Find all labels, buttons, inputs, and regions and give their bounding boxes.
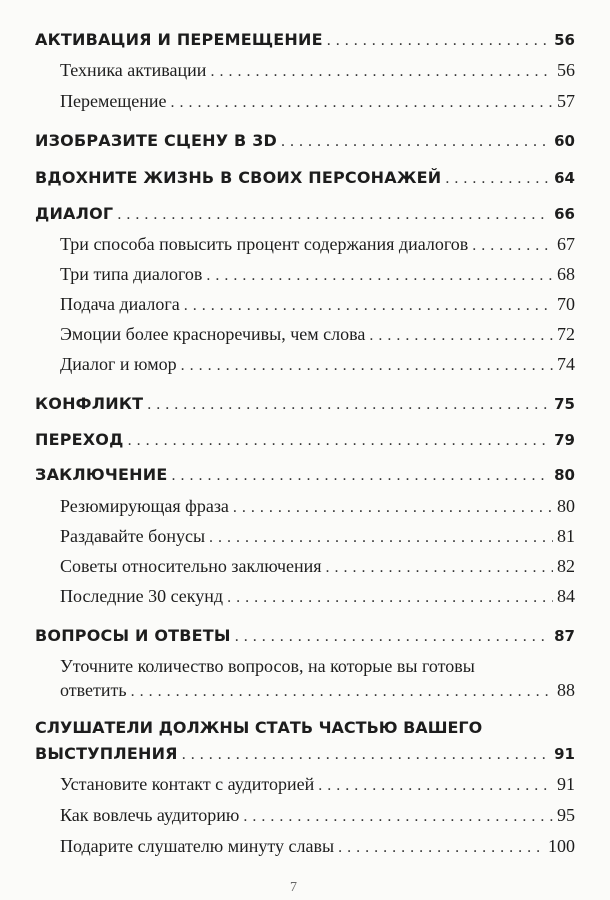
toc-page-number: 72: [557, 324, 575, 344]
dot-leader: [171, 467, 550, 485]
dot-leader: [227, 589, 553, 607]
toc-page-number: 80: [557, 496, 575, 516]
toc-section-row: [0, 91, 610, 121]
dot-leader: [472, 237, 553, 255]
toc-chapter-row: [0, 626, 610, 656]
toc-section-title: Диалог и юмор: [60, 354, 177, 374]
toc-page-number: 60: [554, 132, 575, 150]
toc-section-row: [0, 354, 610, 384]
dot-leader: [170, 94, 553, 112]
toc-section-title: Эмоции более красноречивы, чем слова: [60, 324, 366, 344]
dot-leader: [210, 63, 553, 81]
page-folio: 7: [290, 880, 297, 895]
toc-section-row: [0, 496, 610, 526]
toc-chapter-row: [0, 131, 610, 161]
toc-section-title: Три типа диалогов: [60, 264, 203, 284]
toc-section-row: [0, 60, 610, 90]
toc-section-title: Как вовлечь аудиторию: [60, 805, 240, 825]
toc-page-number: 88: [557, 680, 575, 700]
toc-chapter-title-continued: ВЫСТУПЛЕНИЯ: [35, 744, 178, 763]
toc-section-row: [0, 805, 610, 835]
toc-page-number: 70: [557, 294, 575, 314]
toc-page-number: 74: [557, 354, 575, 374]
toc-page-number: 87: [554, 627, 575, 645]
toc-page-number: 80: [554, 466, 575, 484]
toc-chapter-row: [0, 30, 610, 60]
toc-chapter-row: [0, 718, 610, 774]
dot-leader: [117, 206, 550, 224]
toc-section-row: [0, 234, 610, 264]
toc-page-number: 64: [554, 169, 575, 187]
toc-section-row: [0, 294, 610, 324]
toc-section-title: Установите контакт с аудиторией: [60, 774, 315, 794]
toc-section-title: Подача диалога: [60, 294, 180, 314]
dot-leader: [233, 499, 553, 517]
dot-leader: [445, 170, 550, 188]
dot-leader: [338, 839, 544, 857]
toc-section-title-continued: ответить: [60, 680, 127, 700]
dot-leader: [206, 267, 553, 285]
toc-chapter-title: ПЕРЕХОД: [35, 430, 124, 449]
dot-leader: [281, 133, 550, 151]
toc-page-number: 75: [554, 395, 575, 413]
dot-leader: [209, 529, 553, 547]
dot-leader: [235, 628, 550, 646]
toc-section-row: [0, 586, 610, 616]
toc-page-number: 82: [557, 556, 575, 576]
toc-section-title: Техника активации: [60, 60, 207, 80]
toc-chapter-title: КОНФЛИКТ: [35, 394, 144, 413]
toc-chapter-title: ИЗОБРАЗИТЕ СЦЕНУ В 3D: [35, 131, 278, 150]
toc-page-number: 57: [557, 91, 575, 111]
toc-page-number: 81: [557, 526, 575, 546]
toc-chapter-title: СЛУШАТЕЛИ ДОЛЖНЫ СТАТЬ ЧАСТЬЮ ВАШЕГО: [35, 718, 483, 737]
toc-section-row: [0, 836, 610, 866]
toc-section-title: Резюмирующая фраза: [60, 496, 229, 516]
toc-page-number: 100: [548, 836, 575, 856]
toc-chapter-title: ЗАКЛЮЧЕНИЕ: [35, 465, 168, 484]
toc-section-title: Подарите слушателю минуту славы: [60, 836, 335, 856]
dot-leader: [327, 32, 550, 50]
toc-page-number: 56: [554, 31, 575, 49]
toc-chapter-row: [0, 465, 610, 495]
toc-section-row: [0, 526, 610, 556]
toc-page-number: 91: [554, 745, 575, 763]
toc-section-row: [0, 656, 610, 712]
toc-chapter-title: АКТИВАЦИЯ И ПЕРЕМЕЩЕНИЕ: [35, 30, 323, 49]
toc-page-number: 95: [557, 805, 575, 825]
dot-leader: [243, 808, 553, 826]
dot-leader: [128, 432, 551, 450]
toc-section-title: Три способа повысить процент содержания диалогов: [60, 234, 469, 254]
toc-page-number: 66: [554, 205, 575, 223]
toc-page-number: 56: [557, 60, 575, 80]
toc-section-title: Раздавайте бонусы: [60, 526, 206, 546]
toc-chapter-row: [0, 430, 610, 460]
dot-leader: [326, 559, 553, 577]
toc-section-title: Уточните количество вопросов, на которые вы готовы: [60, 656, 475, 676]
toc-page-number: 91: [557, 774, 575, 794]
toc-page-number: 67: [557, 234, 575, 254]
toc-page-number: 84: [557, 586, 575, 606]
dot-leader: [182, 746, 550, 764]
toc-section-title: Советы относительно заключения: [60, 556, 322, 576]
toc-chapter-title: ВДОХНИТЕ ЖИЗНЬ В СВОИХ ПЕРСОНАЖЕЙ: [35, 168, 442, 187]
dot-leader: [181, 357, 553, 375]
toc-section-title: Перемещение: [60, 91, 167, 111]
toc-section-row: [0, 324, 610, 354]
toc-page-number: 68: [557, 264, 575, 284]
dot-leader: [147, 396, 550, 414]
toc-chapter-row: [0, 394, 610, 424]
toc-section-row: [0, 774, 610, 804]
dot-leader: [131, 683, 553, 701]
toc-chapter-row: [0, 168, 610, 198]
toc-section-row: [0, 556, 610, 586]
toc-section-title: Последние 30 секунд: [60, 586, 224, 606]
dot-leader: [184, 297, 553, 315]
toc-section-row: [0, 264, 610, 294]
toc-chapter-row: [0, 204, 610, 234]
toc-chapter-title: ВОПРОСЫ И ОТВЕТЫ: [35, 626, 231, 645]
toc-page-number: 79: [554, 431, 575, 449]
dot-leader: [369, 327, 553, 345]
dot-leader: [318, 777, 553, 795]
toc-chapter-title: ДИАЛОГ: [35, 204, 114, 223]
